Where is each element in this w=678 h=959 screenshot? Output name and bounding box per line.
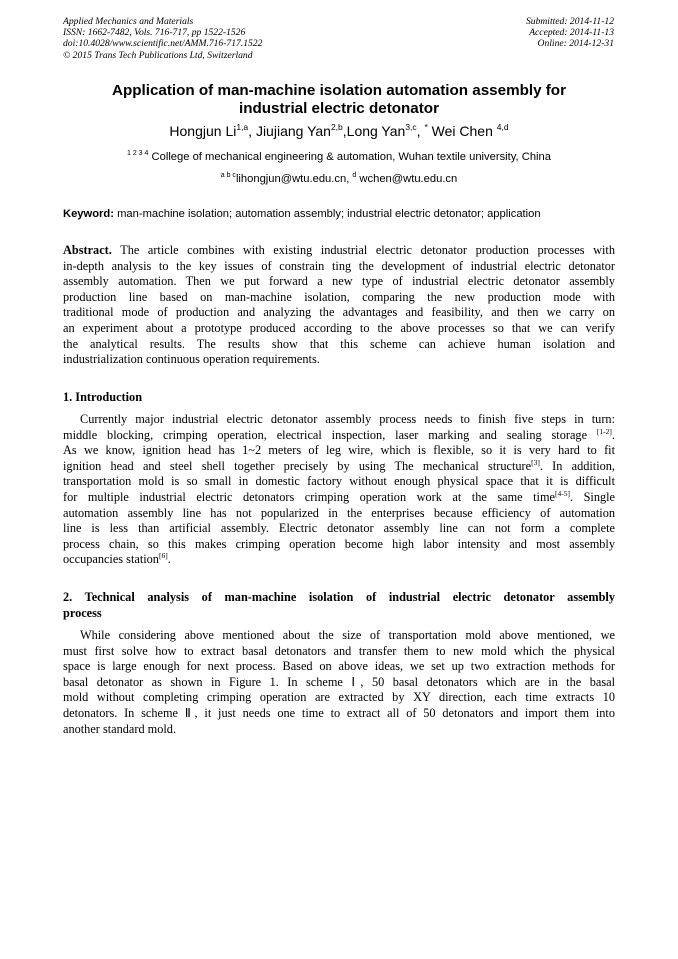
affiliation-text: College of mechanical engineering & automation, Wuhan textile university, China xyxy=(151,151,551,163)
body-line: middle blocking, crimping operation, electrical inspection, laser marking and sealing storage [1-2]. xyxy=(63,426,615,442)
body-line: detonators. In scheme Ⅱ, it just needs one time to extract all of 50 detonators and import them into xyxy=(63,705,615,720)
author-2-affil: 2,b xyxy=(330,122,343,132)
citation: [6] xyxy=(158,551,168,561)
body-line: line is less than artificial assembly. Electric detonator assembly line can not form a complete xyxy=(63,521,615,536)
author-4-affil: 4,d xyxy=(496,122,509,132)
body-line: Currently major industrial electric detonator assembly process needs to finish five steps in turn: xyxy=(80,412,615,426)
author-emails xyxy=(40,172,638,186)
body-line: transportation mold is so small in domestic factory without enough physical space that it is difficult xyxy=(63,474,615,489)
email-marks-1: a b c xyxy=(220,172,236,179)
author-3-affil: 3,c xyxy=(405,122,417,132)
journal-name: Applied Mechanics and Materials xyxy=(63,16,194,27)
body-line: another standard mold. xyxy=(63,721,177,736)
author-1: Hongjun Li xyxy=(169,123,237,139)
keyword-label: Keyword: xyxy=(63,208,114,220)
journal-header-right xyxy=(526,16,614,50)
abstract-line: the analytical results. The results show that this scheme can achieve human isolation and xyxy=(63,336,615,351)
body-line: mold without completing crimping operation are extracted by XY direction, each time extracts 10 xyxy=(63,690,615,705)
author-2: , Jiujiang Yan xyxy=(248,123,331,139)
body-line: As we know, ignition head has 1~2 meters of leg wire, which is flexible, so it is very hard to fit xyxy=(63,443,615,458)
online-date: Online: 2014-12-31 xyxy=(537,38,614,50)
body-line: for multiple industrial electric detonators crimping operation work at the same time[4-5]. Single xyxy=(63,488,616,504)
issn-line: ISSN: 1662-7482, Vols. 716-717, pp 1522-1526 xyxy=(63,27,246,39)
abstract-line: traditional mode of production and analyzing the advantages and feasibility, and then we carry on xyxy=(63,305,615,320)
email-marks-2: d xyxy=(352,172,357,179)
body-line: space is large enough for next process. Based on above ideas, we set up two extraction methods for xyxy=(63,659,615,674)
body-line: must first solve how to extract basal detonators and transfer them to new mold which the physical xyxy=(63,643,615,658)
paper-title xyxy=(40,82,638,118)
citation: [1-2] xyxy=(596,426,612,436)
section-2-heading-line-2: process xyxy=(63,605,102,620)
abstract-line: Abstract. The article combines with existing industrial electric detonator production processes with xyxy=(63,243,615,257)
submitted-date: Submitted: 2014-11-12 xyxy=(525,16,614,27)
abstract-line: in-depth analysis to the key issues of constrain ting the development of industrial electric detonator xyxy=(63,258,615,273)
abstract-line: an experiment about a prototype produced according to the above processes so that we can verify xyxy=(63,320,615,335)
body-line: While considering above mentioned about the size of transportation mold above mentioned, we xyxy=(80,628,615,642)
section-2-heading xyxy=(63,590,615,621)
citation: [4-5] xyxy=(554,488,570,498)
citation: [3] xyxy=(531,457,540,467)
title-line-2: industrial electric detonator xyxy=(238,100,439,117)
email-2: wchen@wtu.edu.cn xyxy=(356,173,458,185)
title-line-1: Application of man-machine isolation automation assembly for xyxy=(111,82,566,99)
copyright-line: © 2015 Trans Tech Publications Ltd, Switzerland xyxy=(63,49,253,61)
author-list: Hongjun Li$^{1,a}$, Jiujiang Yan$^{2,b}$,Long Yan$^{3,c}$, * Wei Chen $^{4,d}$ xyxy=(169,122,509,139)
author-1-affil: 1,a xyxy=(236,122,249,132)
section-2-heading-line-1: 2. Technical analysis of man-machine isolation of industrial electric detonator assembly xyxy=(63,590,615,604)
section-1-heading: 1. Introduction xyxy=(63,390,143,404)
affiliation-marks: 1 2 3 4 xyxy=(127,150,149,157)
abstract-line: assembly automation. Then we put forward a new type of industrial electric detonator assembly xyxy=(63,274,615,289)
author-3: ,Long Yan xyxy=(342,123,406,139)
corresponding-mark: * xyxy=(424,122,428,132)
accepted-date: Accepted: 2014-11-13 xyxy=(529,27,614,39)
body-line: ignition head and steel shell together precisely by using The mechanical structure[3]. In addition, xyxy=(63,457,616,473)
abstract-line: industrialization continuous operation requirements. xyxy=(63,352,320,367)
affiliation xyxy=(40,150,638,164)
abstract xyxy=(63,243,615,368)
abstract-label: Abstract. xyxy=(63,243,112,257)
journal-header-left xyxy=(63,16,262,61)
section-2-body xyxy=(63,628,615,737)
keywords xyxy=(63,207,615,221)
doi-line: doi:10.4028/www.scientific.net/AMM.716-717.1522 xyxy=(63,38,263,50)
email-1: lihongjun@wtu.edu.cn, xyxy=(235,173,353,185)
body-line: automation assembly line has not popularized in the enterprises because efficiency of automation xyxy=(63,505,615,520)
keyword-text: man-machine isolation; automation assembly; industrial electric detonator; application xyxy=(113,208,541,220)
body-line: basal detonator as shown in Figure 1. In scheme Ⅰ, 50 basal detonators which are in the basal xyxy=(63,674,615,689)
body-line: occupancies station[6]. xyxy=(63,551,171,567)
author-4: Wei Chen xyxy=(431,123,497,139)
abstract-line: production line based on man-machine isolation, comparing the new production mode with xyxy=(63,289,615,304)
section-1-body xyxy=(63,412,615,568)
body-line: process chain, so this makes crimping operation become high labor intensity and most assembly xyxy=(63,536,615,551)
